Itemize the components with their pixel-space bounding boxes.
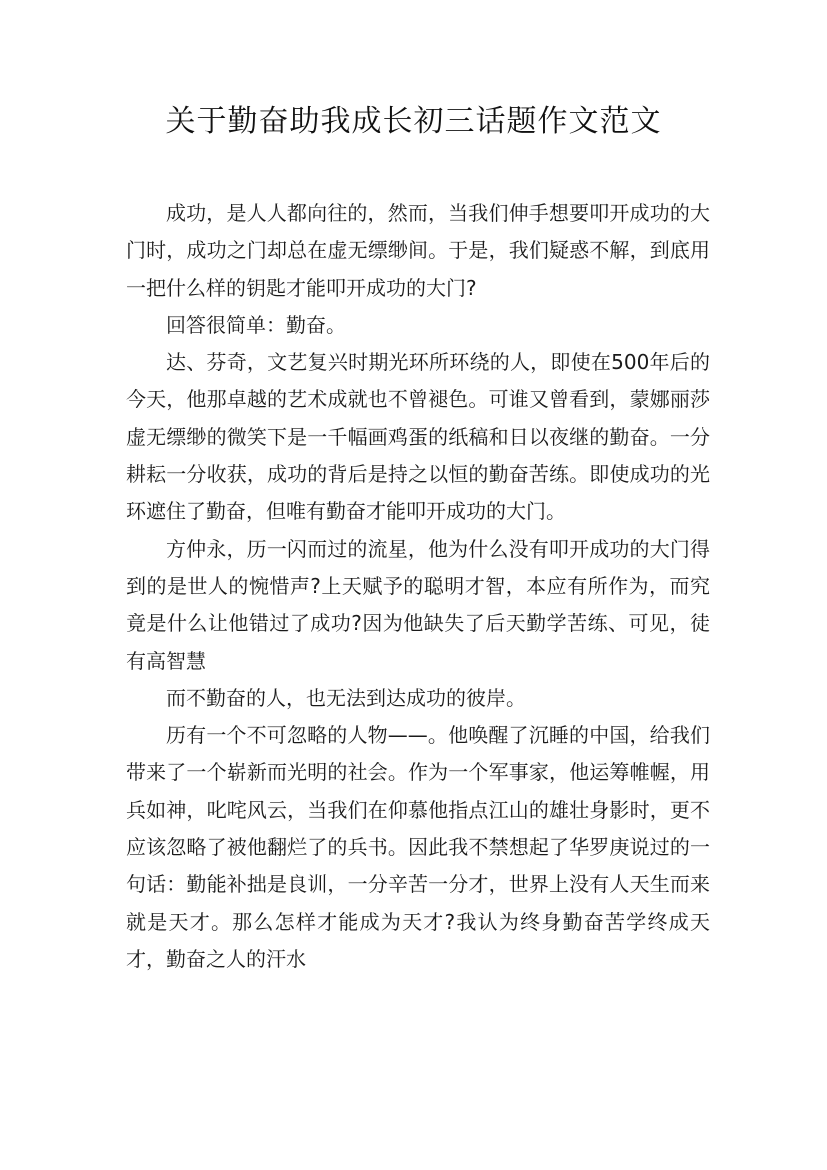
paragraph: 历有一个不可忽略的人物——。他唤醒了沉睡的中国，给我们带来了一个崭新而光明的社会。作为一个军事家，他运筹帷幄，用兵如神，叱咤风云，当我们在仰慕他指点江山的雄壮身影时，更不应该忽略了被他翻烂了的兵书。因此我不禁想起了华罗庚说过的一句话：勤能补拙是良训，一分辛苦一分才，世界上没有人天生而来就是天才。那么怎样才能成为天才?我认为终身勤奋苦学终成天才，勤奋之人的汗水 [126,723,710,971]
paragraph: 成功，是人人都向往的，然而，当我们伸手想要叩开成功的大门时，成功之门却总在虚无缥缈间。于是，我们疑惑不解，到底用一把什么样的钥匙才能叩开成功的大门? [126,201,710,300]
paragraph: 回答很简单：勤奋。 [166,312,346,337]
document-body [126,195,710,978]
paragraph: 达、芬奇，文艺复兴时期光环所环绕的人，即使在500年后的今天，他那卓越的艺术成就也不曾褪色。可谁又曾看到，蒙娜丽莎虚无缥缈的微笑下是一千幅画鸡蛋的纸稿和日以夜继的勤奋。一分耕耘一分收获，成功的背后是持之以恒的勤奋苦练。即使成功的光环遮住了勤奋，但唯有勤奋才能叩开成功的大门。 [126,350,710,524]
document-title: 关于勤奋助我成长初三话题作文范文 [165,104,662,139]
paragraph: 而不勤奋的人，也无法到达成功的彼岸。 [166,685,526,710]
paragraph: 方仲永，历一闪而过的流星，他为什么没有叩开成功的大门得到的是世人的惋惜声?上天赋予的聪明才智，本应有所作为，而究竟是什么让他错过了成功?因为他缺失了后天勤学苦练、可见，徒有高智慧 [126,536,710,673]
